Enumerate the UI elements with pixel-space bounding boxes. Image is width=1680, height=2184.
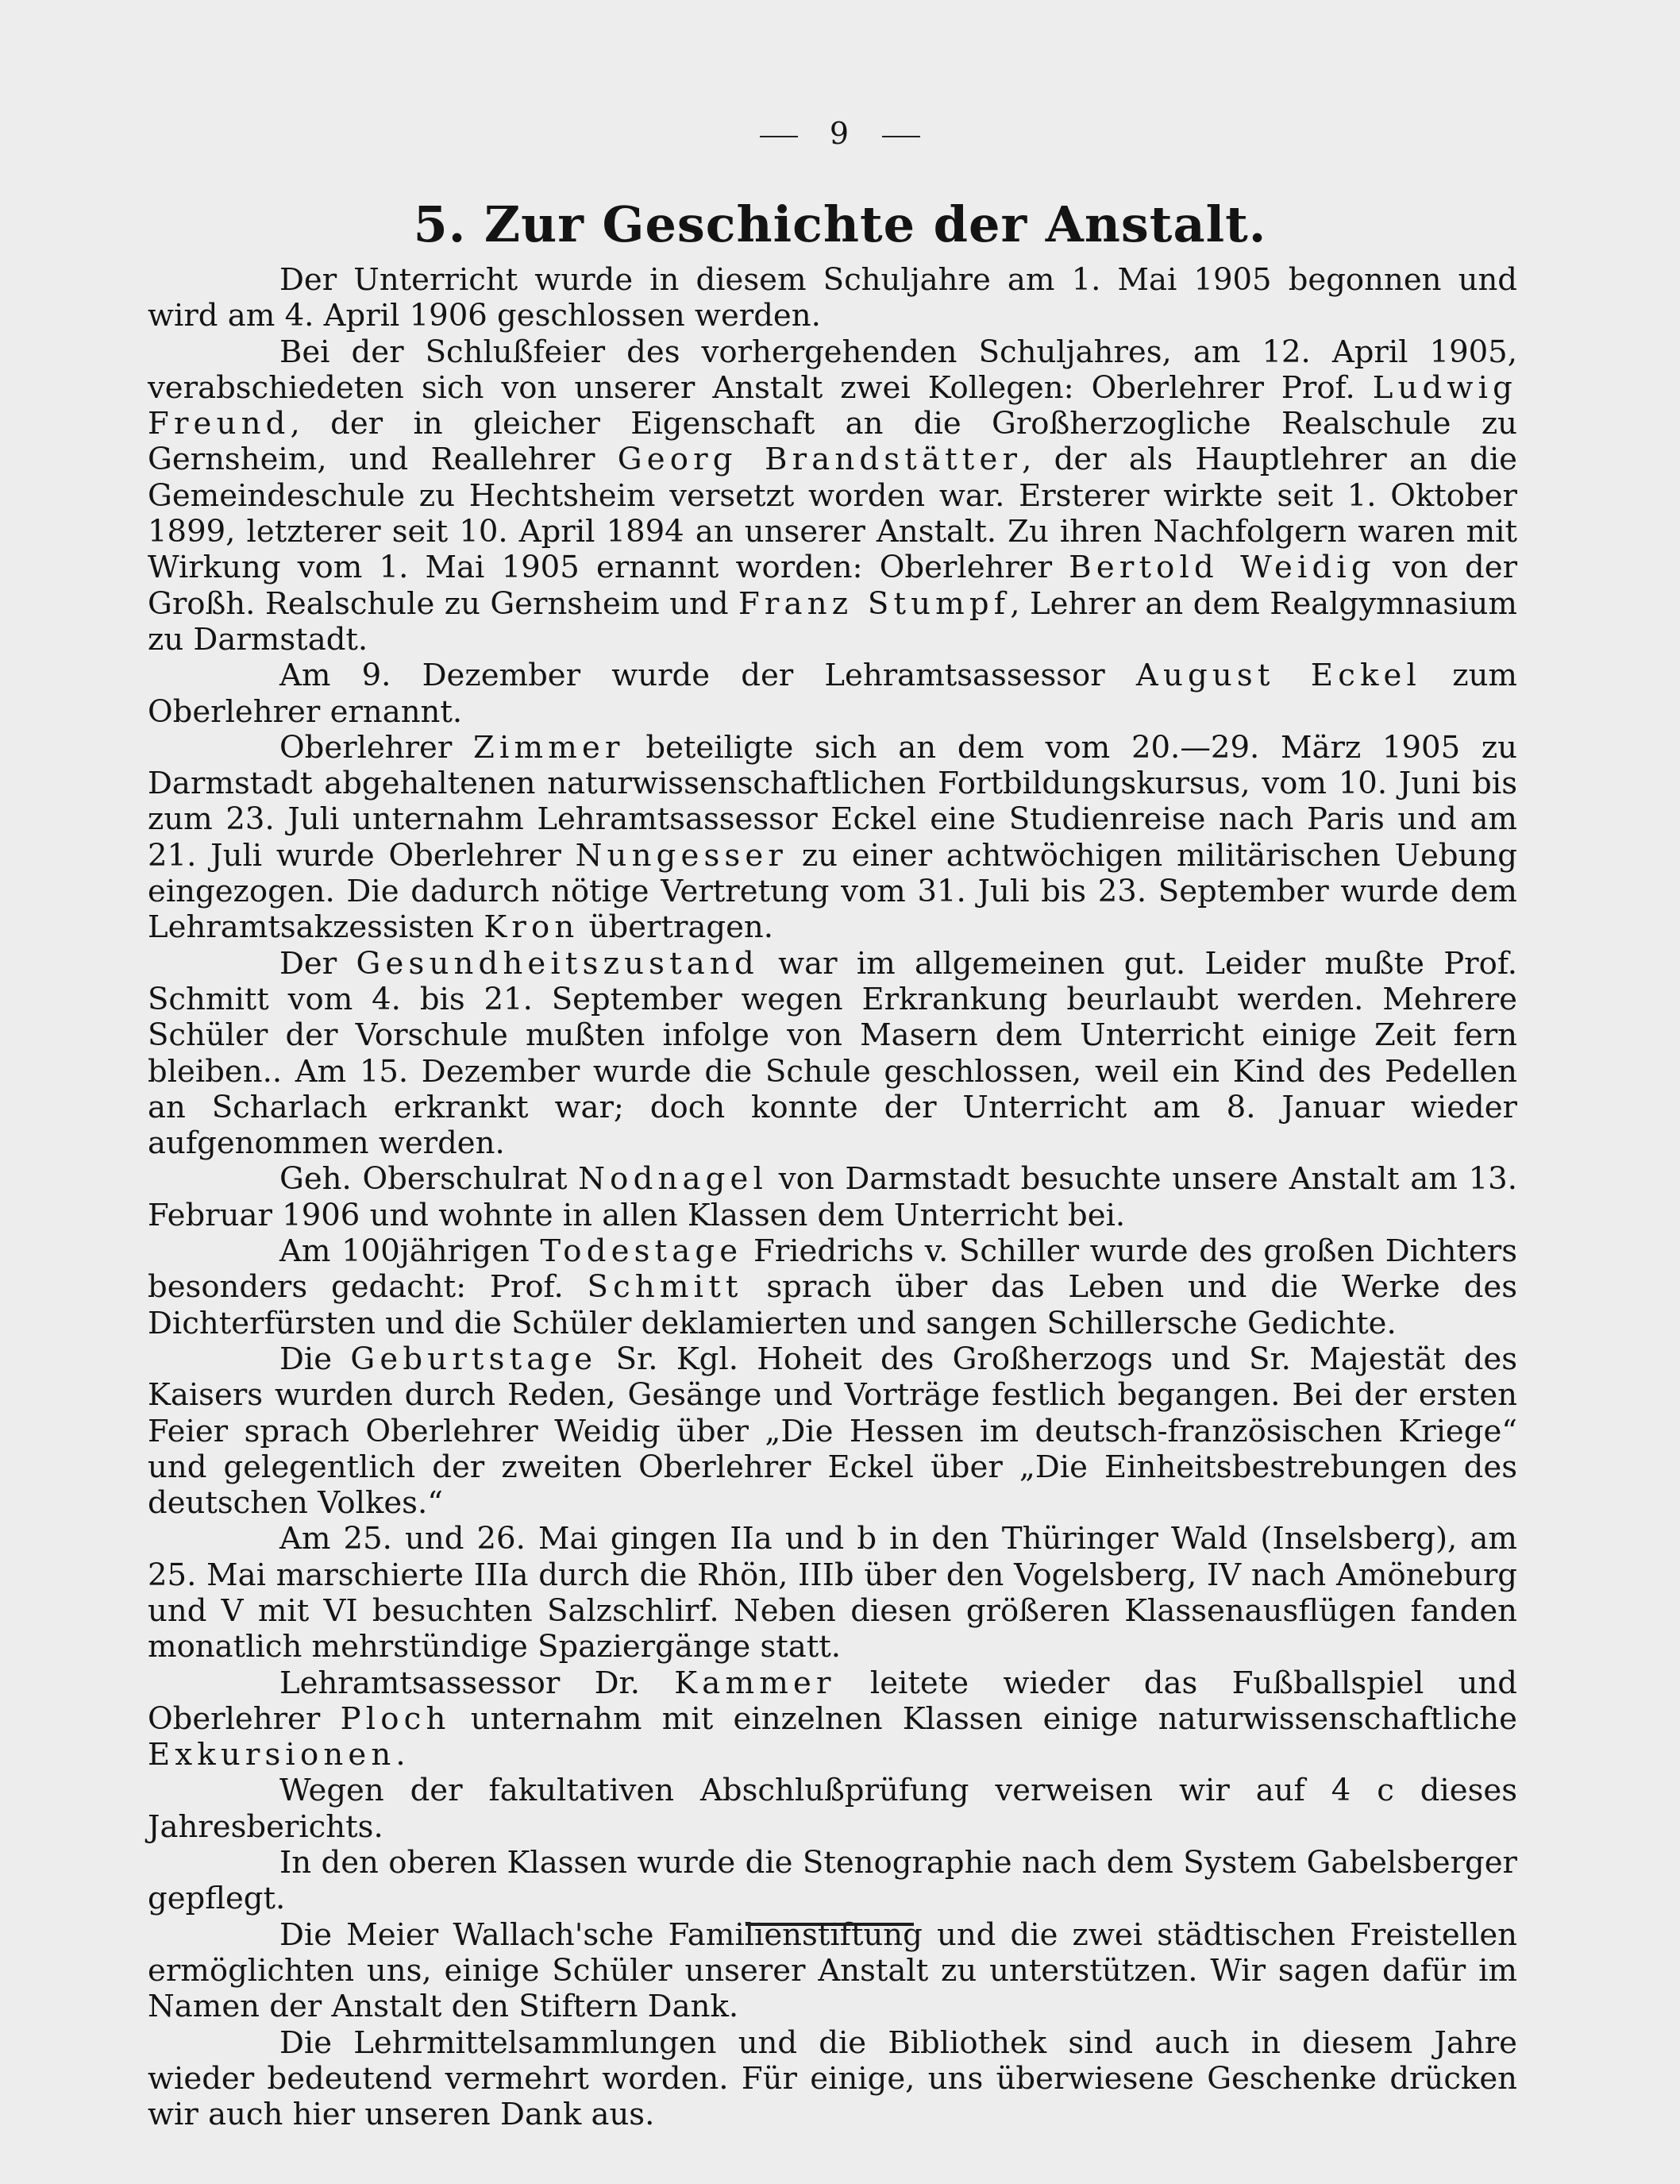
- text-segment: Bei der Schlußfeier des vorhergehenden Schuljahres, am 12. April 1905, verabschiedeten sich von unserer Anstalt zwei Kollegen: Oberlehrer Prof.: [148, 334, 1517, 406]
- paragraph: [148, 1233, 1517, 1341]
- text-segment: , der als Hauptlehrer an die Gemeindeschule zu Hechtsheim versetzt worden war. Ersterer wirkte seit 1. Oktober 1899, letzterer seit 10. April 1894 an unserer Anstalt. Zu ihren Nachfolgern waren mit Wirkung vom 1. Mai 1905 ernannt worden: Oberlehrer: [148, 442, 1517, 586]
- text-segment: Wegen der fakultativen Abschlußprüfung verweisen wir auf 4 c dieses Jahresberichts.: [148, 1773, 1517, 1845]
- page-number: [0, 116, 1680, 151]
- text-segment: Lehramtsassessor Dr.: [279, 1665, 675, 1701]
- spaced-name: Exkursionen: [148, 1737, 396, 1773]
- text-segment: Oberlehrer: [279, 729, 474, 766]
- text-segment: sprach über das Leben und die Werke des Dichterfürsten und die Schüler deklamierten und sangen Schillersche Gedichte.: [148, 1269, 1517, 1341]
- paragraph: [148, 658, 1517, 730]
- spaced-name: Gesundheitszustand: [356, 945, 759, 982]
- text-segment: Der Unterricht wurde in diesem Schuljahre am 1. Mai 1905 begonnen und wird am 4. April 1906 geschlossen werden.: [148, 262, 1517, 334]
- left-dash: [760, 136, 798, 137]
- spaced-name: Geburtstage: [350, 1341, 598, 1377]
- text-segment: Geh. Oberschulrat: [279, 1161, 579, 1198]
- paragraph: [148, 1341, 1517, 1521]
- paragraph: [148, 730, 1517, 946]
- paragraph: [148, 1845, 1517, 1917]
- text-segment: unternahm mit einzelnen Klassen einige naturwissenschaftliche: [450, 1700, 1517, 1737]
- paragraph: [148, 946, 1517, 1162]
- spaced-name: Schmitt: [587, 1269, 743, 1306]
- spaced-name: Bertold Weidig: [1069, 550, 1376, 586]
- paragraph: [148, 334, 1517, 658]
- spaced-name: Nodnagel: [578, 1161, 769, 1198]
- page-number-value: 9: [829, 116, 851, 151]
- text-segment: Am 9. Dezember wurde der Lehramtsassessor: [279, 658, 1136, 694]
- text-segment: Die: [279, 1341, 351, 1377]
- section-title: 5. Zur Geschichte der Anstalt.: [413, 195, 1267, 253]
- text-segment: , Lehrer an dem Realgymnasium zu Darmstadt.: [148, 585, 1517, 658]
- spaced-name: Zimmer: [473, 729, 625, 766]
- text-segment: Die Lehrmittelsammlungen und die Bibliothek sind auch in diesem Jahre wieder bedeutend vermehrt worden. Für einige, uns überwiesene Geschenke drücken wir auch hier unseren Dank aus.: [148, 2024, 1517, 2133]
- end-rule: [746, 1923, 914, 1926]
- paragraph: [148, 1773, 1517, 1845]
- text-segment: von der Großh. Realschule zu Gernsheim und: [148, 550, 1518, 622]
- spaced-name: Ludwig Freund: [148, 369, 1517, 442]
- text-segment: übertragen.: [579, 909, 774, 946]
- paragraph: [148, 262, 1517, 334]
- text-segment: , der in gleicher Eigenschaft an die Großherzogliche Realschule zu Gernsheim, und Reallehrer: [148, 406, 1517, 478]
- text-segment: von Darmstadt besuchte unsere Anstalt am 13. Februar 1906 und wohnte in allen Klassen dem Unterricht bei.: [148, 1161, 1517, 1233]
- spaced-name: Georg Brandstätter: [617, 442, 1023, 478]
- text-segment: .: [395, 1737, 406, 1773]
- spaced-name: Ploch: [340, 1700, 451, 1737]
- text-segment: zu einer achtwöchigen militärischen Uebung eingezogen. Die dadurch nötige Vertretung vom 31. Juli bis 23. September wurde dem Lehramtsakzessisten: [148, 837, 1517, 946]
- text-segment: Am 100jährigen: [279, 1233, 541, 1270]
- paragraph: [148, 1917, 1517, 2025]
- spaced-name: Franz Stumpf: [738, 585, 1011, 622]
- paragraph: [148, 1665, 1517, 1773]
- paragraph: [148, 1161, 1517, 1233]
- right-dash: [882, 136, 920, 137]
- spaced-name: August Eckel: [1135, 658, 1422, 694]
- text-segment: Der: [279, 945, 356, 982]
- text-segment: Sr. Kgl. Hoheit des Großherzogs und Sr. Majestät des Kaisers wurden durch Reden, Gesänge und Vorträge festlich begangen. Bei der ersten Feier sprach Oberlehrer Weidig über „Die Hessen im deutsch-französischen Kriege“ und gelegentlich der zweiten Oberlehrer Eckel über „Die Einheitsbestrebungen des deutschen Volkes.“: [148, 1341, 1517, 1522]
- spaced-name: Nungesser: [575, 837, 788, 874]
- spaced-name: Kron: [484, 909, 580, 946]
- text-segment: Friedrichs v. Schiller wurde des großen Dichters besonders gedacht: Prof.: [148, 1233, 1517, 1306]
- text-segment: Am 25. und 26. Mai gingen IIa und b in den Thüringer Wald (Inselsberg), am 25. Mai marschierte IIIa durch die Rhön, IIIb über den Vogelsberg, IV nach Amöneburg und V mit VI besuchten Salzschlirf. Neben diesen größeren Klassenausflügen fanden monatlich mehrstündige Spaziergänge statt.: [148, 1521, 1517, 1665]
- text-segment: beteiligte sich an dem vom 20.—29. März 1905 zu Darmstadt abgehaltenen naturwissenschaftlichen Fortbildungskursus, vom 10. Juni bis zum 23. Juli unternahm Lehramtsassessor Eckel eine Studienreise nach Paris und am 21. Juli wurde Oberlehrer: [148, 729, 1517, 874]
- paragraph: [148, 2025, 1517, 2133]
- text-segment: leitete wieder das Fußballspiel und Oberlehrer: [148, 1665, 1517, 1737]
- text-segment: Die Meier Wallach'sche Familienstiftung und die zwei städtischen Freistellen ermöglichten uns, einige Schüler unserer Anstalt zu unterstützen. Wir sagen dafür im Namen der Anstalt den Stiftern Dank.: [148, 1916, 1517, 2025]
- text-segment: war im allgemeinen gut. Leider mußte Prof. Schmitt vom 4. bis 21. September wegen Erkrankung beurlaubt werden. Mehrere Schüler der Vorschule mußten infolge von Masern dem Unterricht einige Zeit fern bleiben.. Am 15. Dezember wurde die Schule geschlossen, weil ein Kind des Pedellen an Scharlach erkrankt war; doch konnte der Unterricht am 8. Januar wieder aufgenommen werden.: [148, 945, 1518, 1162]
- text-segment: zum Oberlehrer ernannt.: [148, 658, 1517, 730]
- spaced-name: Todestage: [540, 1233, 743, 1270]
- text-segment: In den oberen Klassen wurde die Stenographie nach dem System Gabelsberger gepflegt.: [148, 1845, 1517, 1917]
- paragraph: [148, 1521, 1517, 1665]
- spaced-name: Kammer: [674, 1665, 836, 1701]
- body-text: [148, 262, 1517, 2132]
